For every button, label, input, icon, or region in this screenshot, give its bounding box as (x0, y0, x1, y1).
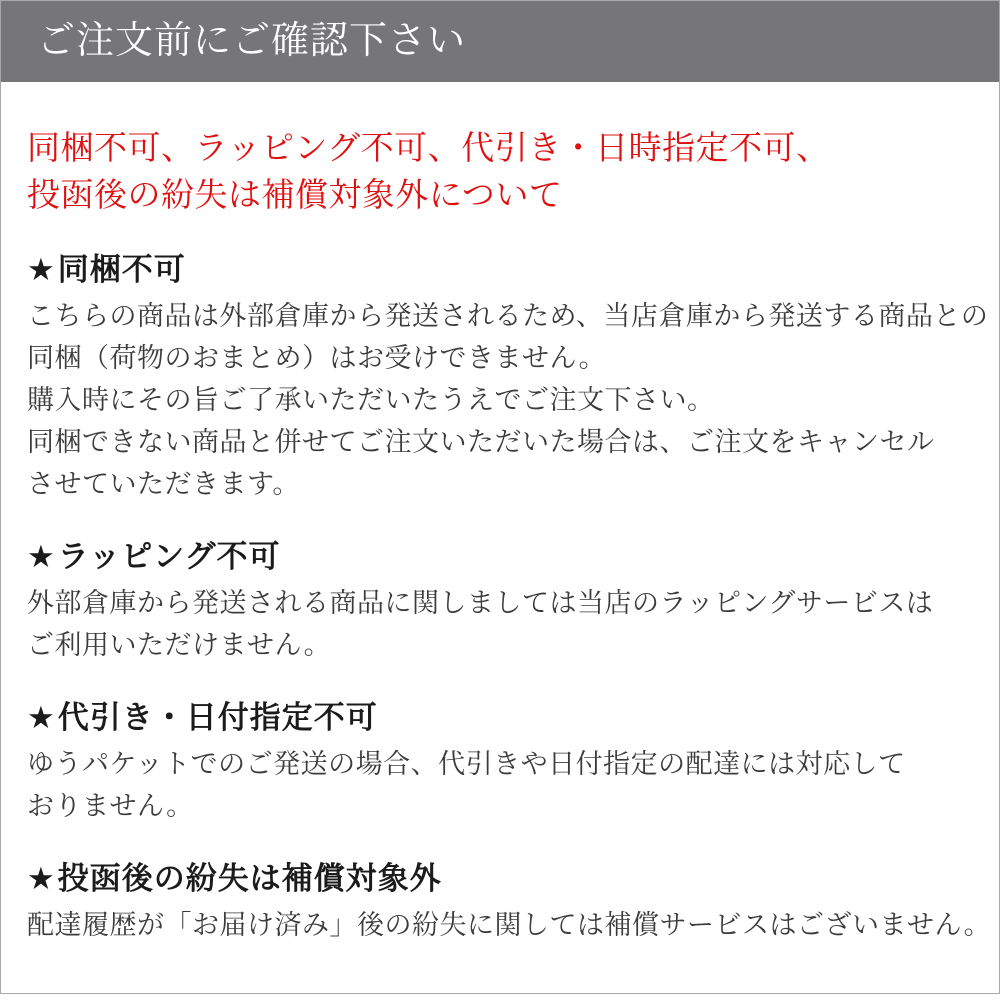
body-line: ゆうパケットでのご発送の場合、代引きや日付指定の配達には対応して (27, 749, 906, 779)
star-icon: ★ (27, 252, 56, 287)
body-line: 購入時にその旨ご了承いただいたうえでご注文下さい。 (27, 385, 715, 415)
section-body (27, 743, 973, 827)
section-body (27, 904, 992, 946)
lead-summary (27, 124, 973, 218)
body-line: させていただきます。 (27, 469, 300, 499)
section-heading-label: ラッピング不可 (57, 539, 281, 574)
section-no-cod-or-date (27, 700, 973, 827)
section-heading-label: 投函後の紛失は補償対象外 (57, 861, 442, 896)
body-line: おりません。 (27, 791, 194, 821)
section-heading-label: 同梱不可 (57, 252, 186, 287)
section-heading (27, 861, 973, 897)
body-line: 同梱（荷物のおまとめ）はお受けできません。 (27, 343, 607, 373)
star-icon: ★ (27, 861, 56, 896)
star-icon: ★ (27, 539, 56, 574)
body-line: 配達履歴が「お届け済み」後の紛失に関しては補償サービスはございません。 (27, 910, 992, 940)
section-heading (27, 539, 973, 575)
notice-content (1, 124, 999, 946)
page-title-bar (0, 0, 1000, 82)
body-line: 外部倉庫から発送される商品に関しましては当店のラッピングサービスは (27, 588, 934, 618)
section-body (27, 582, 973, 666)
section-no-compensation (27, 861, 992, 946)
page-title: ご注文前にご確認下さい (37, 20, 467, 62)
section-no-bundling (27, 252, 989, 505)
star-icon: ★ (27, 700, 56, 735)
section-no-giftwrap (27, 539, 973, 666)
section-heading (27, 700, 973, 736)
lead-line: 同梱不可、ラッピング不可、代引き・日時指定不可、 (27, 129, 830, 166)
body-line: 同梱できない商品と併せてご注文いただいた場合は、ご注文をキャンセル (27, 427, 935, 457)
lead-line: 投函後の紛失は補償対象外について (27, 176, 563, 213)
body-line: ご利用いただけません。 (27, 630, 332, 660)
section-body (27, 295, 989, 505)
body-line: こちらの商品は外部倉庫から発送されるため、当店倉庫から発送する商品との (27, 301, 989, 331)
section-heading-label: 代引き・日付指定不可 (57, 700, 378, 735)
section-heading (27, 252, 973, 288)
